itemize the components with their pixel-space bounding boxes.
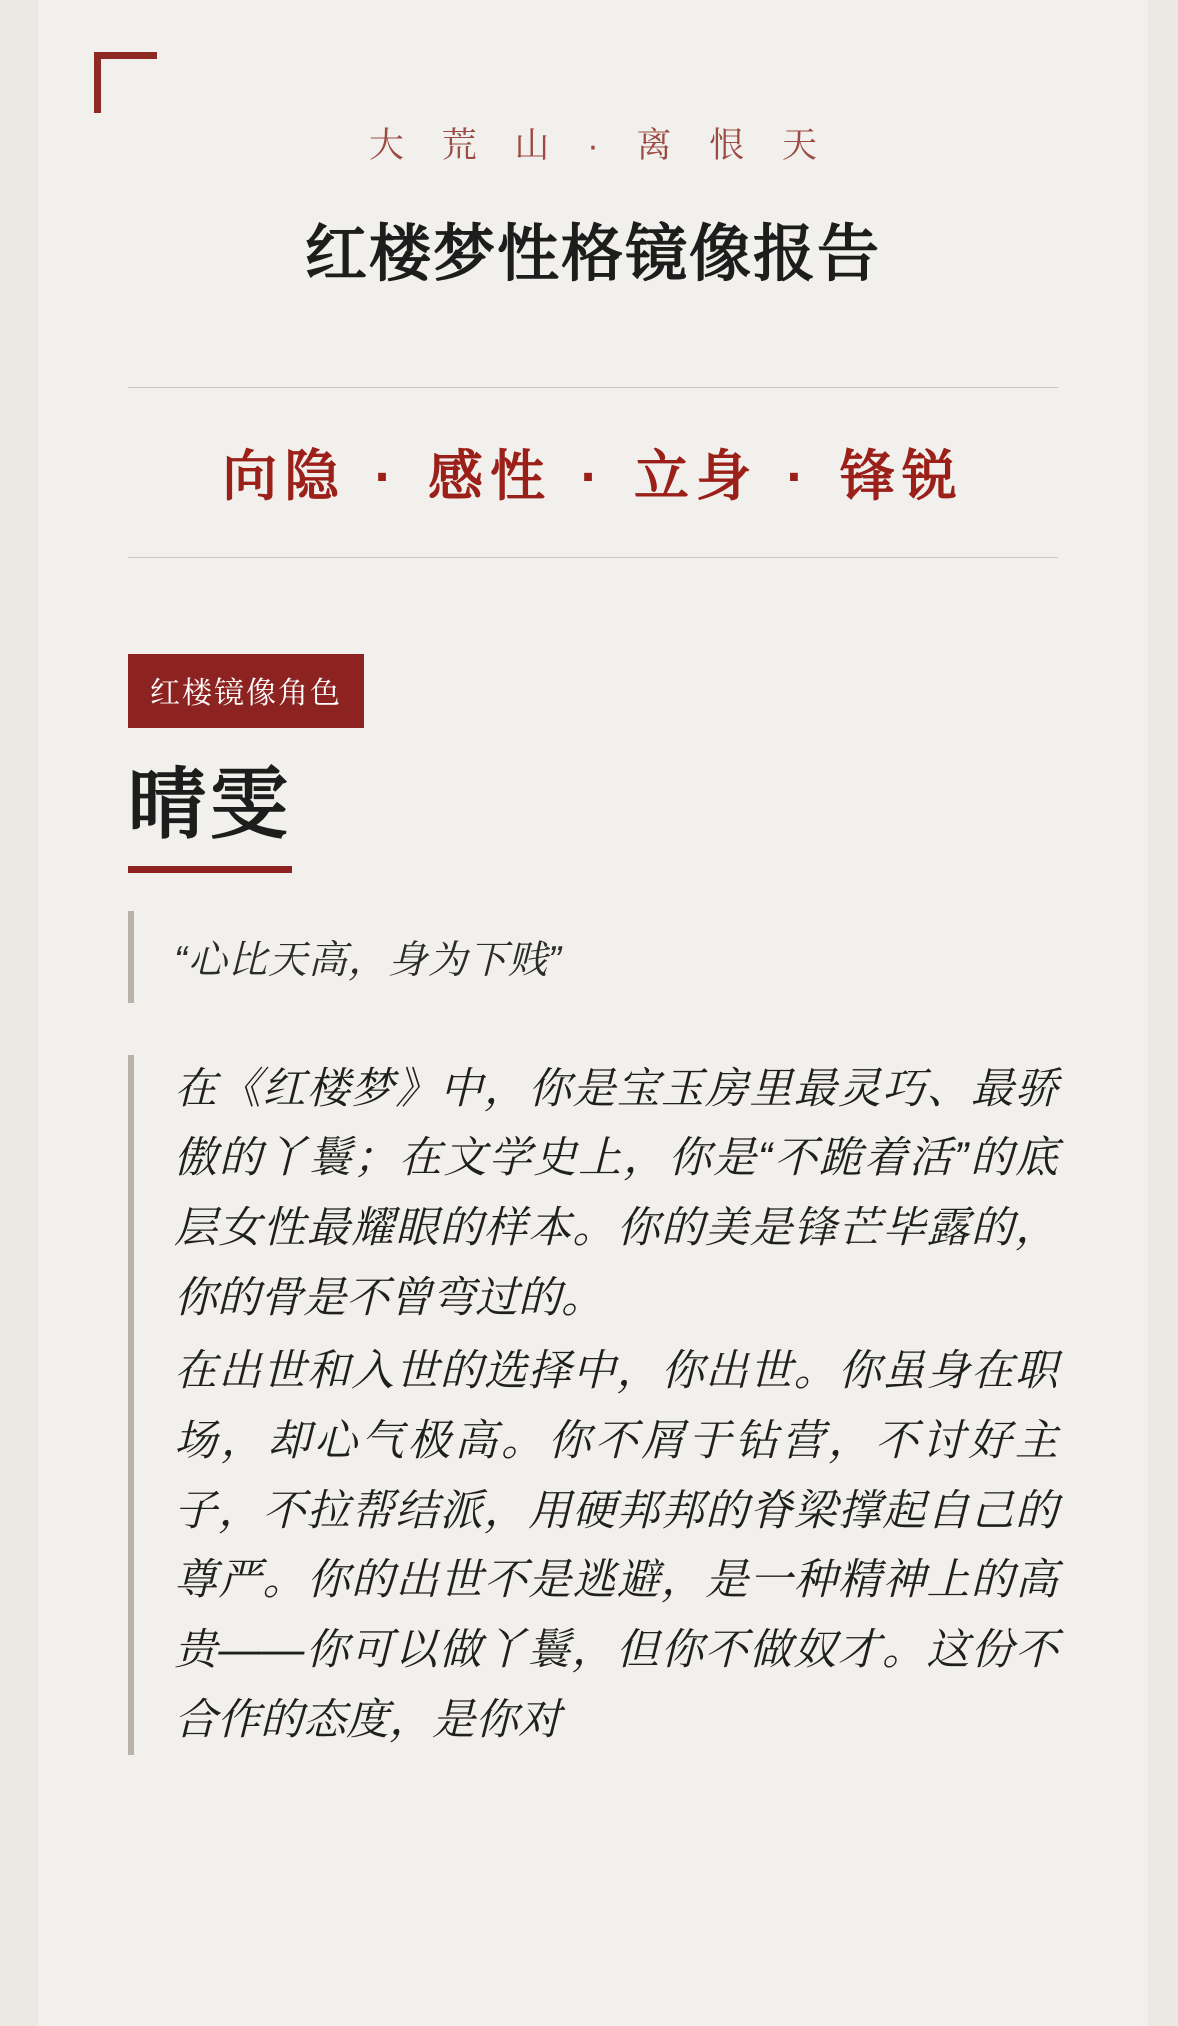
- keyword-item: 感性: [428, 445, 553, 507]
- description-paragraph: 在《红楼梦》中，你是宝玉房里最灵巧、最骄傲的丫鬟；在文学史上，你是“不跪着活”的底层女性最耀眼的样本。你的美是锋芒毕露的，你的骨是不曾弯过的。: [174, 1064, 1058, 1322]
- report-header: [38, 0, 1148, 293]
- keyword-list: [128, 432, 1058, 511]
- keyword-item: 向隐: [222, 445, 347, 507]
- role-description: [128, 1055, 1058, 1756]
- role-quote: [128, 911, 1058, 1003]
- keyword-separator: ·: [580, 445, 606, 507]
- keyword-separator: ·: [786, 445, 812, 507]
- role-name: 晴雯: [128, 762, 292, 873]
- status-badge: 红楼镜像角色: [128, 654, 364, 728]
- quote-text: “心比天高，身为下贱”: [174, 938, 562, 982]
- keyword-item: 锋锐: [839, 445, 964, 507]
- keyword-item: 立身: [633, 445, 758, 507]
- keywords-band: [128, 387, 1058, 558]
- keyword-separator: ·: [374, 445, 400, 507]
- page-title: 红楼梦性格镜像报告: [304, 220, 881, 289]
- header-eyebrow: 大 荒 山 · 离 恨 天: [368, 126, 831, 165]
- description-paragraph: 在出世和入世的选择中，你出世。你虽身在职场，却心气极高。你不屑于钻营，不讨好主子，不拉帮结派，用硬邦邦的脊梁撑起自己的尊严。你的出世不是逃避，是一种精神上的高贵——你可以做丫鬟，但你不做奴才。这份不合作的态度，是你对: [174, 1347, 1058, 1744]
- report-sheet: [38, 0, 1148, 2026]
- role-section: [38, 654, 1148, 1755]
- corner-bracket-icon: [94, 52, 157, 113]
